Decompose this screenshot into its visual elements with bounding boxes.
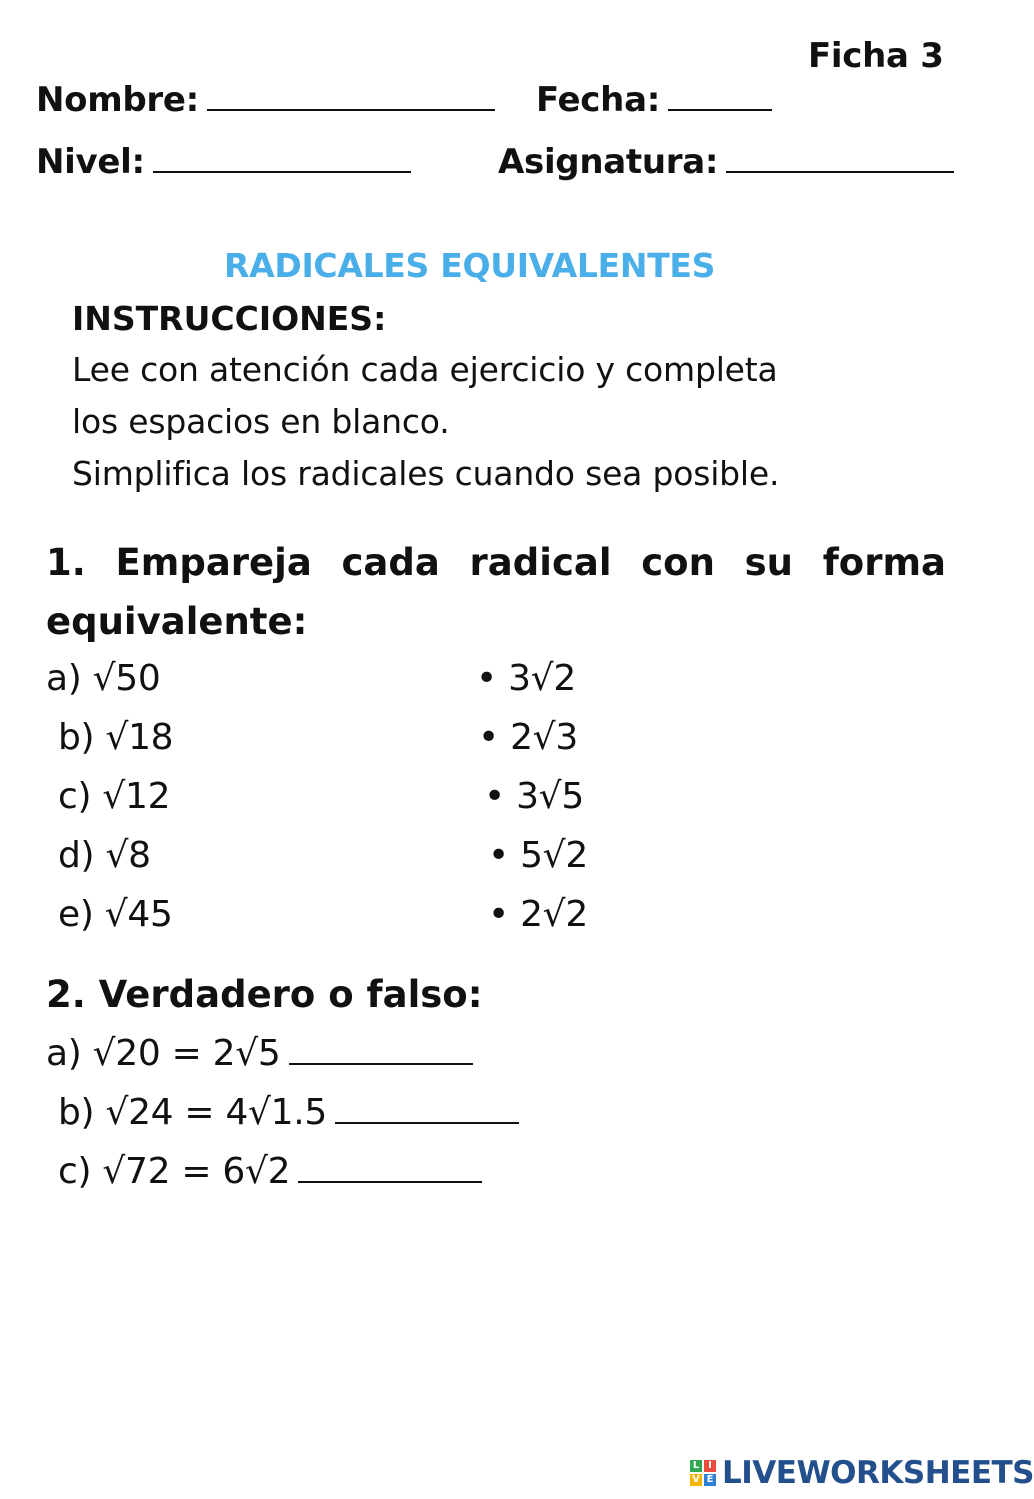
date-label: Fecha: — [536, 80, 661, 120]
statement: a) √20 = 2√5 — [46, 1033, 281, 1074]
match-left-item[interactable]: c) √12 — [58, 776, 171, 817]
level-field[interactable] — [36, 142, 411, 182]
name-blank[interactable] — [207, 109, 495, 111]
instruction-line: Simplifica los radicales cuando sea posible. — [72, 454, 780, 493]
subject-blank[interactable] — [726, 171, 954, 173]
logo-text: LIVEWORKSHEETS — [722, 1455, 1034, 1491]
worksheet-title: RADICALES EQUIVALENTES — [224, 246, 716, 285]
match-left-item[interactable]: a) √50 — [46, 658, 161, 699]
statement: b) √24 = 4√1.5 — [58, 1092, 328, 1133]
match-right-item[interactable]: • 3√2 — [476, 658, 576, 699]
match-right-item[interactable]: • 2√3 — [478, 717, 578, 758]
question-1-heading: 1. Empareja cada radical con su forma equivalente: — [46, 541, 946, 643]
match-left-item[interactable]: d) √8 — [58, 835, 151, 876]
instruction-line: los espacios en blanco. — [72, 402, 450, 441]
question-2-heading: 2. Verdadero o falso: — [46, 973, 483, 1016]
true-false-item — [58, 1151, 482, 1192]
match-right-item[interactable]: • 5√2 — [488, 835, 588, 876]
answer-blank[interactable] — [298, 1181, 482, 1183]
level-label: Nivel: — [36, 142, 145, 182]
date-field[interactable] — [536, 80, 772, 120]
level-blank[interactable] — [153, 171, 411, 173]
match-right-item[interactable]: • 3√5 — [484, 776, 584, 817]
subject-label: Asignatura: — [498, 142, 719, 182]
true-false-item — [46, 1033, 473, 1074]
answer-blank[interactable] — [289, 1063, 473, 1065]
name-label: Nombre: — [36, 80, 199, 120]
instructions-heading: INSTRUCCIONES: — [72, 299, 387, 338]
match-left-item[interactable]: e) √45 — [58, 894, 173, 935]
sheet-number: Ficha 3 — [808, 36, 944, 76]
answer-blank[interactable] — [335, 1122, 519, 1124]
instruction-line: Lee con atención cada ejercicio y completa — [72, 350, 778, 389]
date-blank[interactable] — [668, 109, 772, 111]
match-right-item[interactable]: • 2√2 — [488, 894, 588, 935]
name-field[interactable] — [36, 80, 495, 120]
liveworksheets-logo[interactable] — [690, 1455, 1034, 1491]
match-left-item[interactable]: b) √18 — [58, 717, 174, 758]
subject-field[interactable] — [498, 142, 954, 182]
liveworksheets-mark-icon: L I V E — [690, 1460, 716, 1486]
true-false-item — [58, 1092, 519, 1133]
statement: c) √72 = 6√2 — [58, 1151, 291, 1192]
